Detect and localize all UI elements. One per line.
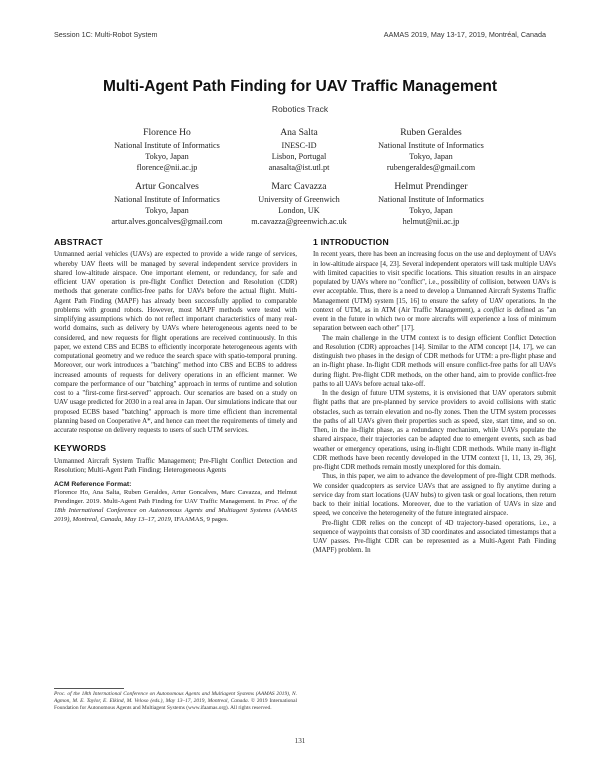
author-block bbox=[336, 180, 526, 228]
intro-paragraph: The main challenge in the UTM context is to design efficient Conflict Detection and Resolution (CDR) approaches [14]. Similar to the ATM concept [14, 17], we can distinguish two phases in the design of CDR methods for UTM: a pre-flight phase and an in-flight phase. In-flight CDR methods will ensure conflict-free paths for all UAVs during flight. Pre-flight CDR methods, on the other hand, aim to provide conflict-free paths to all UAVs before actual take-off. bbox=[313, 333, 556, 388]
author-location: Tokyo, Japan bbox=[145, 206, 189, 216]
author-name: Ana Salta bbox=[280, 127, 318, 138]
intro-paragraph: Thus, in this paper, we aim to advance the development of pre-flight CDR methods. We consider quadcopters as service UAVs that are assigned to fly anytime during a service day from start locations (UAV hubs) to given task or goal locations, then return back to their initial locations. Moreover, due to the variation of UAVs in size and speed, we conceive the heterogeneity of the future integrated airspace. bbox=[313, 472, 556, 518]
abstract-text: Unmanned aerial vehicles (UAVs) are expected to provide a wide range of services, whereby UAV fleets will be managed by several independent service providers in shared low-altitude airspace. One important element, or redundancy, for safe and efficient UAV operation is pre-flight Conflict Detection and Resolution (CDR) methods that generate conflict-free paths for UAVs before the actual flight. Multi-Agent Path Finding (MAPF) has already been successfully applied to comparable problems with ground robots. However, most MAPF methods were tested with simplifying assumptions which do not reflect important characteristics of many real-world domains, such as delivery by UAVs where heterogeneous agents need to be considered, and new requests for flight operations are received continuously. In this paper, we extend CBS and ECBS to efficiently incorporate heterogeneous agents with computational geometry and we reduce the search space with spatio-temporal pruning. Moreover, our work introduces a "batching" method into CBS and ECBS to address increased amounts of requests for delivery operations in an efficient manner. We compare the performance of our "batching" approach in terms of runtime and solution cost to a "first-come first-served" approach. Our scenarios are based on a study on UAV usage predicted for 2030 in a real area in Japan. Our simulations indicate that our proposed ECBS based "batching" approach is more time efficient than incremental planning based on Cooperative A*, and hence can meet the requirements of timely and accurate response on delivery requests to users of such UTM services. bbox=[54, 250, 297, 434]
keywords-heading: KEYWORDS bbox=[54, 443, 107, 454]
track-label: Robotics Track bbox=[271, 104, 329, 114]
copyright-footnote: Proc. of the 18th International Conference on Autonomous Agents and Multiagent Systems (AAMAS 2019), N. Agmon, M. E. Taylor, E. Elkind, M. Veloso (eds.), May 13–17, 2019, Montreal, Canada. © 2019 International Foundation for Autonomous Agents and Multiagent Systems (www.ifaamas.org). All rights reserved. bbox=[54, 691, 297, 712]
author-location: Lisbon, Portugal bbox=[271, 152, 327, 162]
paper-title: Multi-Agent Path Finding for UAV Traffic Management bbox=[102, 78, 498, 95]
author-location: Tokyo, Japan bbox=[409, 152, 453, 162]
abstract-heading: ABSTRACT bbox=[54, 237, 103, 247]
author-email: artur.alves.goncalves@gmail.com bbox=[111, 217, 223, 227]
author-affiliation: National Institute of Informatics bbox=[378, 195, 484, 204]
author-name: Marc Cavazza bbox=[271, 181, 327, 192]
author-affiliation: National Institute of Informatics bbox=[378, 141, 484, 150]
author-email: helmut@nii.ac.jp bbox=[402, 217, 460, 227]
running-header-right: AAMAS 2019, May 13-17, 2019, Montréal, Canada bbox=[383, 30, 546, 39]
author-name: Artur Goncalves bbox=[135, 181, 199, 192]
author-name: Ruben Geraldes bbox=[400, 127, 462, 138]
author-name: Florence Ho bbox=[143, 127, 191, 138]
author-location: Tokyo, Japan bbox=[145, 152, 189, 162]
author-affiliation: University of Greenwich bbox=[258, 195, 340, 204]
author-email: florence@nii.ac.jp bbox=[136, 163, 198, 173]
author-block bbox=[336, 126, 526, 174]
running-header-left: Session 1C: Multi-Robot System bbox=[54, 30, 158, 39]
intro-paragraph: Pre-flight CDR relies on the concept of 4D trajectory-based operations, i.e., a sequence of waypoints that consists of 3D coordinates and associated timestamps that a UAV passes. Pre-flight CDR can be represented as a Multi-Agent Path Finding (MAPF) problem. In bbox=[313, 518, 556, 555]
author-affiliation: National Institute of Informatics bbox=[114, 141, 220, 150]
author-email: rubengeraldes@gmail.com bbox=[386, 163, 476, 173]
author-email: anasalta@ist.utl.pt bbox=[268, 163, 330, 173]
footnote-rule bbox=[54, 688, 124, 689]
acm-reference-heading: ACM Reference Format: bbox=[54, 481, 132, 488]
intro-paragraph: In recent years, there has been an increasing focus on the use and deployment of UAVs in low-altitude airspace [4, 23]. Several independent operators will task multiple UAVs with limited capacities to visit specific locations. This situation results in an airspace populated by UAVs where no "conflict", i.e., possibility of collision, between UAVs is ever acceptable. Thus, there is a need to develop a Unmanned Aircraft Systems Traffic Management (UTM) system [15, 16] to ensure the safety of UAV operations. In the context of UTM, as in ATM (Air Traffic Management), a conflict is defined as "an event in the future in which two or more aircrafts will experience a loss of minimum separation between each other" [17]. bbox=[313, 250, 556, 333]
acm-reference-text: Florence Ho, Ana Salta, Ruben Geraldes, Artur Goncalves, Marc Cavazza, and Helmut Prendinger. 2019. Multi-Agent Path Finding for UAV Traffic Management. In Proc. of the 18th International Conference on Autonomous Agents and Multiagent Systems (AAMAS 2019), Montreal, Canada, May 13–17, 2019, IFAAMAS, 9 pages. bbox=[54, 489, 297, 523]
author-location: Tokyo, Japan bbox=[409, 206, 453, 216]
page-number: 131 bbox=[294, 737, 306, 745]
left-column bbox=[54, 238, 297, 525]
keywords-text: Unmanned Aircraft System Traffic Management; Pre-Flight Conflict Detection and Resolution; Multi-Agent Path Finding; Heterogeneous Agents bbox=[54, 456, 297, 474]
right-column bbox=[313, 238, 556, 556]
author-location: London, UK bbox=[278, 206, 320, 216]
author-affiliation: National Institute of Informatics bbox=[114, 195, 220, 204]
author-affiliation: INESC-ID bbox=[281, 141, 317, 150]
author-email: m.cavazza@greenwich.ac.uk bbox=[251, 217, 347, 227]
author-name: Helmut Prendinger bbox=[394, 181, 468, 192]
intro-paragraph: In the design of future UTM systems, it is envisioned that UAV operators submit flight paths that are pre-planned by service providers to avoid collisions with static obstacles, such as terrain elevation and no-fly zones. Then the UTM system processes the paths of all UAVs given their properties such as speed, size, start time, and so on. Then, in the in-flight phase, as a redundancy mechanism, while UAVs populate the shared airspace, their trajectories can be adapted due to emergent events, such as bad weather or emergency operations, using in-flight CDR methods. While many in-flight CDR methods have been recently developed in the UTM context [1, 11, 13, 29, 36], pre-flight CDR methods remain mostly unexplored for this domain. bbox=[313, 389, 556, 471]
introduction-heading: 1 INTRODUCTION bbox=[313, 237, 389, 247]
